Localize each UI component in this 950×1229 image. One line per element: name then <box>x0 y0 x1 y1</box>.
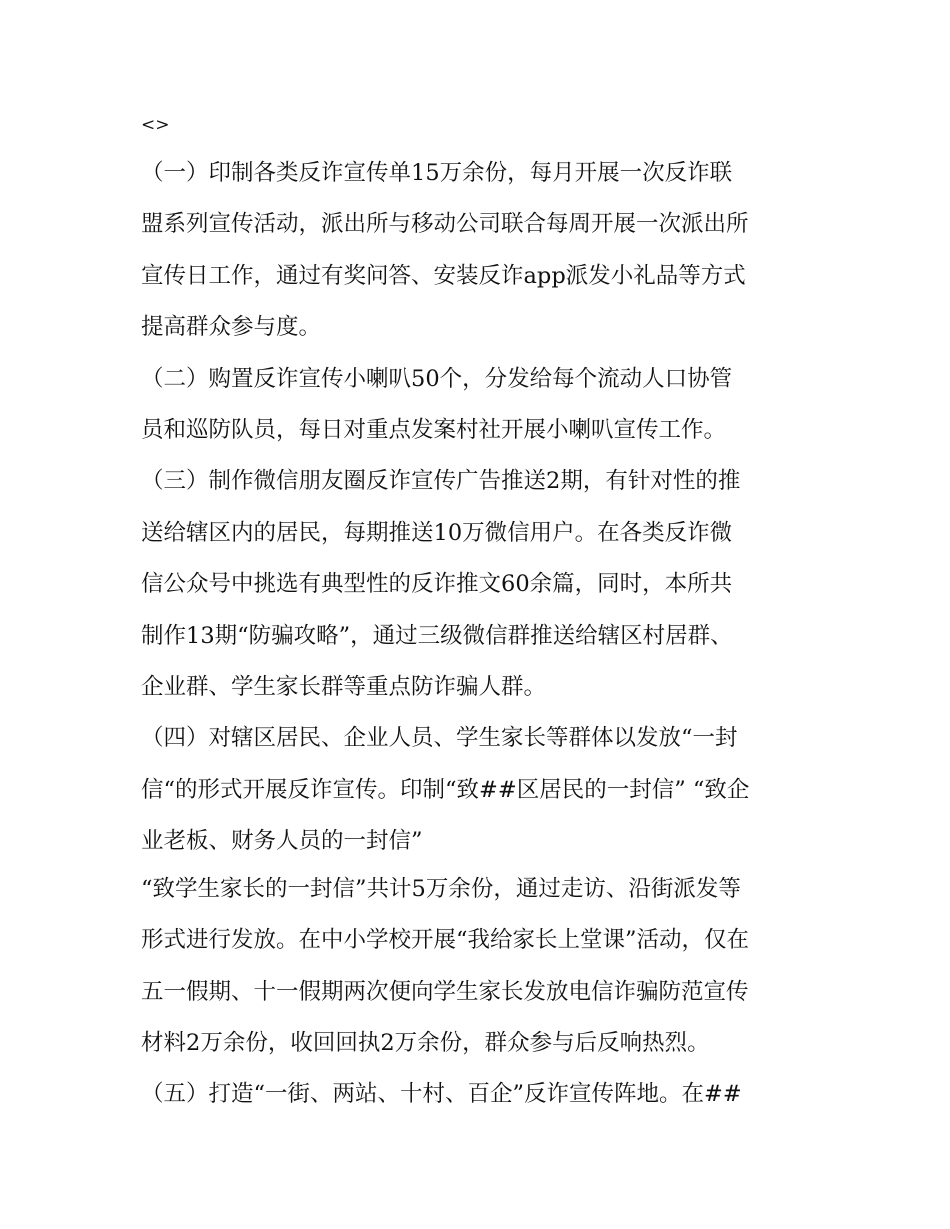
paragraph-1-line-4: 提高群众参与度。 <box>141 314 322 340</box>
paragraph-2-line-2: 员和巡防队员，每日对重点发案村社开展小喇叭宣传工作。 <box>141 417 727 443</box>
paragraph-3-line-5: 企业群、学生家长群等重点防诈骗人群。 <box>141 674 547 700</box>
paragraph-3-line-2: 送给辖区内的居民，每期推送10万微信用户。在各类反诈微 <box>141 520 733 546</box>
paragraph-2-line-1: （二）购置反诈宣传小喇叭50个，分发给每个流动人口协管 <box>141 366 733 392</box>
paragraph-1-line-1: （一）印制各类反诈宣传单15万余份，每月开展一次反诈联 <box>141 160 733 186</box>
paragraph-4-line-1: （四）对辖区居民、企业人员、学生家长等群体以发放“一封 <box>141 725 738 751</box>
paragraph-4-line-3: 业老板、财务人员的一封信” <box>141 828 423 854</box>
paragraph-4-line-7: 材料2万余份，收回回执2万余份，群众参与后反响热烈。 <box>141 1030 710 1056</box>
paragraph-4-line-2: 信“的形式开展反诈宣传。印制“致##区居民的一封信” “致企 <box>141 777 750 803</box>
paragraph-4-line-6: 五一假期、十一假期两次便向学生家长发放电信诈骗防范宣传 <box>141 979 749 1005</box>
paragraph-1-line-2: 盟系列宣传活动，派出所与移动公司联合每周开展一次派出所 <box>141 211 749 237</box>
paragraph-3-line-1: （三）制作微信朋友圈反诈宣传广告推送2期，有针对性的推 <box>141 468 741 494</box>
paragraph-5-line-1: （五）打造“一街、两站、十村、百企”反诈宣传阵地。在## <box>141 1081 742 1107</box>
paragraph-4-line-5: 形式进行发放。在中小学校开展“我给家长上堂课”活动，仅在 <box>141 927 750 953</box>
paragraph-3-line-4: 制作13期“防骗攻略”，通过三级微信群推送给辖区村居群、 <box>141 623 733 649</box>
paragraph-1-line-3: 宣传日工作，通过有奖问答、安装反诈app派发小礼品等方式 <box>141 263 746 289</box>
paragraph-4-line-4: “致学生家长的一封信”共计5万余份，通过走访、沿街派发等 <box>141 876 741 902</box>
paragraph-3-line-3: 信公众号中挑选有典型性的反诈推文60余篇，同时，本所共 <box>141 571 733 597</box>
section-marker: <> <box>141 115 170 135</box>
